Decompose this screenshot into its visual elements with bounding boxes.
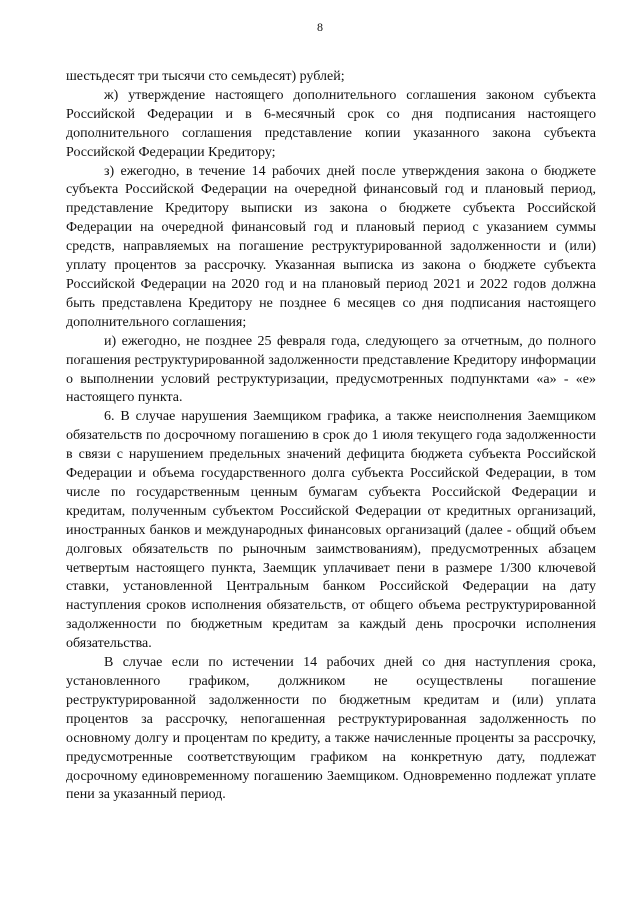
paragraph-subitem-zh: ж) утверждение настоящего дополнительного соглашения законом субъекта Российской Федерации и в 6-месячный срок со дня подписания настоящего дополнительного соглашения представление копии указанного закона субъекта Российской Федерации Кредитору; (66, 87, 596, 160)
paragraph-clause-6: 6. В случае нарушения Заемщиком графика, а также неисполнения Заемщиком обязательств по досрочному погашению в срок до 1 июля текущего года задолженности в связи с нарушением предельных значений дефицита бюджета субъекта Российской Федерации и объема государственного долга субъекта Российской Федерации, в том числе по государственным ценным бумагам субъекта Российской Федерации и кредитам, полученным субъектом Российской Федерации от кредитных организаций, иностранных банков и международных финансовых организаций (далее - общий объем долговых обязательств по рыночным заимствованиям), предусмотренных абзацем четвертым настоящего пункта, Заемщик уплачивает пени в размере 1/300 ключевой ставки, установленной Центральным банком Российской Федерации на дату наступления сроков исполнения обязательств, от общего объема реструктурированной задолженности по бюджетным кредитам за каждый день просрочки исполнения обязательства. (66, 409, 596, 652)
paragraph-subitem-z: з) ежегодно, в течение 14 рабочих дней после утверждения закона о бюджете субъекта Российской Федерации на очередной финансовый год и плановый период, представление Кредитору выписки из закона о бюджете субъекта Российской Федерации на очередной финансовый год и плановый период с указанием суммы средств, направляемых на погашение реструктурированной задолженности и (или) уплату процентов за рассрочку. Указанная выписка из закона о бюджете субъекта Российской Федерации на 2020 год и на плановый период 2021 и 2022 годов должна быть представлена Кредитору не позднее 6 месяцев со дня подписания настоящего дополнительного соглашения; (66, 163, 596, 330)
paragraph-subitem-i: и) ежегодно, не позднее 25 февраля года, следующего за отчетным, до полного погашения реструктурированной задолженности представление Кредитору информации о выполнении условий реструктуризации, предусмотренных подпунктами «а» - «е» настоящего пункта. (66, 333, 596, 406)
paragraph-continuation: шестьдесят три тысячи сто семьдесят) рублей; (66, 69, 345, 84)
paragraph-clause-6-continued: В случае если по истечении 14 рабочих дней со дня наступления срока, установленного графиком, должником не осуществлены погашение реструктурированной задолженности по бюджетным кредитам и (или) уплата процентов за рассрочку, непогашенная реструктурированная задолженность по основному долгу и процентам по кредиту, а также начисленные проценты за рассрочку, предусмотренные соответствующим графиком на конкретную дату, подлежат досрочному единовременному погашению Заемщиком. Одновременно подлежат уплате пени за указанный период. (66, 655, 596, 803)
page-number: 8 (317, 20, 323, 34)
document-body (66, 68, 596, 805)
